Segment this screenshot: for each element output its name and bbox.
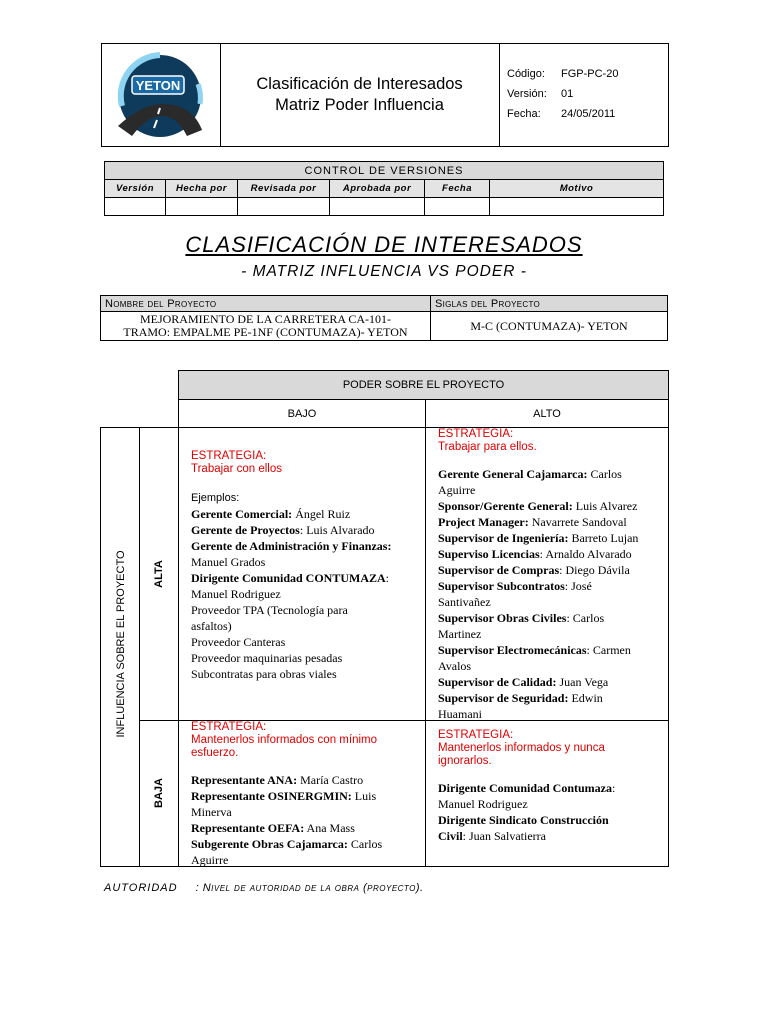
logo-text: YETON — [135, 78, 181, 93]
stakeholder-line — [191, 772, 423, 788]
footer-description: : Nivel de autoridad de la obra (proyecto). — [195, 882, 424, 894]
strategy-label: ESTRATEGIA: — [191, 450, 267, 462]
stakeholder-line — [438, 690, 668, 706]
stakeholder-line — [191, 820, 423, 836]
stakeholder-role: Gerente General Cajamarca: — [438, 467, 588, 481]
stakeholder-line — [191, 570, 423, 586]
footer-note — [104, 882, 424, 894]
stakeholder-name: Aguirre — [191, 853, 229, 867]
stakeholder-line — [191, 602, 423, 618]
header-meta-cell — [499, 44, 669, 146]
stakeholder-role: Supervisor Electromecánicas — [438, 643, 587, 657]
stakeholder-line — [191, 852, 423, 868]
stakeholder-name: : — [612, 781, 616, 795]
stakeholder-name: : José — [564, 579, 592, 593]
stakeholder-list — [191, 772, 423, 868]
stakeholder-line — [191, 586, 423, 602]
stakeholder-role: Supervisor Subcontratos — [438, 579, 565, 593]
stakeholder-list — [191, 506, 423, 682]
stakeholder-name: : Juan Salvatierra — [462, 829, 546, 843]
vc-col-version: Versión — [105, 180, 166, 198]
stakeholder-name: Luis — [351, 789, 377, 803]
stakeholder-name: Santivañez — [438, 595, 491, 609]
stakeholder-line — [438, 812, 668, 828]
stakeholder-line — [438, 706, 668, 722]
stakeholder-line — [438, 546, 668, 562]
project-name-cell — [101, 312, 431, 341]
stakeholder-line — [438, 466, 668, 482]
stakeholder-name: Huamani — [438, 707, 482, 721]
stakeholder-line — [438, 530, 668, 546]
stakeholder-line — [191, 788, 423, 804]
stakeholder-role: Project Manager: — [438, 515, 529, 529]
strategy-line2: ignorarlos. — [438, 755, 492, 767]
document-header — [101, 43, 669, 147]
stakeholder-name: Martinez — [438, 627, 482, 641]
stakeholder-line — [191, 506, 423, 522]
stakeholder-line — [438, 674, 668, 690]
stakeholder-name: Juan Vega — [556, 675, 609, 689]
alta-bajo-content — [191, 450, 423, 682]
vc-cell-empty — [490, 198, 664, 216]
vc-cell-empty — [166, 198, 238, 216]
fecha-row — [507, 108, 615, 120]
alta-row-label-cell — [139, 427, 179, 721]
vc-col-fecha: Fecha — [425, 180, 490, 198]
stakeholder-role: Gerente de Administración y Finanzas: — [191, 539, 392, 553]
baja-label: BAJA — [153, 778, 165, 808]
strategy-label: ESTRATEGIA: — [438, 428, 514, 440]
header-title-cell — [220, 44, 500, 146]
project-name-header: Nombre del Proyecto — [101, 296, 431, 312]
vc-cell-empty — [425, 198, 490, 216]
stakeholder-role: Dirigente Sindicato Construcción — [438, 813, 609, 827]
stakeholder-role: Representante ANA: — [191, 773, 298, 787]
stakeholder-name: : — [385, 571, 390, 585]
stakeholder-line — [438, 796, 668, 812]
baja-bajo-content — [191, 721, 423, 868]
stakeholder-line — [438, 828, 668, 844]
strategy-text: Trabajar para ellos. — [438, 441, 537, 453]
power-header: PODER SOBRE EL PROYECTO — [178, 370, 669, 400]
alta-label: ALTA — [153, 560, 165, 588]
stakeholder-line — [438, 578, 668, 594]
project-name-line1: MEJORAMIENTO DE LA CARRETERA CA-101- — [139, 312, 392, 326]
stakeholder-line — [191, 522, 423, 538]
stakeholder-line — [191, 538, 423, 554]
vc-col-revisada: Revisada por — [238, 180, 330, 198]
stakeholder-name: : Carmen — [586, 643, 631, 657]
stakeholder-line — [191, 804, 423, 820]
strategy-line2: esfuerzo. — [191, 747, 239, 759]
alta-alto-content — [438, 428, 668, 722]
bajo-header: BAJO — [178, 399, 426, 428]
vc-col-aprobada: Aprobada por — [330, 180, 425, 198]
vc-cell-empty — [330, 198, 425, 216]
stakeholder-name: : Luis Alvarado — [299, 523, 375, 537]
stakeholder-list — [438, 466, 668, 722]
stakeholder-name: : Diego Dávila — [559, 563, 630, 577]
stakeholder-name: Carlos — [587, 467, 622, 481]
influence-label: INFLUENCIA SOBRE EL PROYECTO — [115, 550, 127, 738]
stakeholder-name: asfaltos) — [191, 619, 232, 633]
codigo-label: Código: — [507, 68, 545, 80]
stakeholder-role: Supervisor de Seguridad: — [438, 691, 569, 705]
stakeholder-line — [438, 498, 668, 514]
stakeholder-role: Dirigente Comunidad Contumaza — [438, 781, 613, 795]
stakeholder-name: Manuel Rodriguez — [438, 797, 528, 811]
stakeholder-name: Edwin — [568, 691, 603, 705]
stakeholder-role: Supervisor de Ingeniería: — [438, 531, 569, 545]
strategy-label: ESTRATEGIA: — [191, 721, 267, 733]
vc-cell-empty — [105, 198, 166, 216]
stakeholder-name: María Castro — [297, 773, 364, 787]
stakeholder-name: Manuel Grados — [191, 555, 266, 569]
header-title-line2: Matriz Poder Influencia — [275, 96, 444, 114]
strategy-line1: Mantenerlos informados y nunca — [438, 742, 605, 754]
stakeholder-line — [438, 594, 668, 610]
project-name-line2: TRAMO: EMPALME PE-1NF (CONTUMAZA)- YETON — [123, 325, 408, 339]
stakeholder-line — [191, 650, 423, 666]
vc-col-hecha: Hecha por — [166, 180, 238, 198]
vc-col-motivo: Motivo — [490, 180, 664, 198]
baja-row-label-cell — [139, 720, 179, 867]
stakeholder-line — [438, 780, 668, 796]
version-control-table — [104, 161, 664, 216]
project-table — [100, 295, 668, 341]
examples-label: Ejemplos: — [191, 492, 240, 504]
influence-column — [100, 427, 140, 867]
stakeholder-name: Proveedor TPA (Tecnología para — [191, 603, 348, 617]
codigo-row — [507, 68, 618, 80]
version-value: 01 — [561, 88, 574, 100]
stakeholder-role: Civil — [438, 829, 463, 843]
version-label: Versión: — [507, 88, 547, 100]
stakeholder-role: Gerente Comercial: — [191, 507, 293, 521]
stakeholder-line — [191, 618, 423, 634]
strategy-line1: Mantenerlos informados con mínimo — [191, 734, 377, 746]
stakeholder-role: Representante OEFA: — [191, 821, 305, 835]
project-siglas-value: M-C (CONTUMAZA)- YETON — [431, 312, 668, 341]
stakeholder-name: : Carlos — [566, 611, 605, 625]
stakeholder-name: : Arnaldo Alvarado — [539, 547, 632, 561]
stakeholder-name: Aguirre — [438, 483, 476, 497]
version-row — [507, 88, 573, 100]
stakeholder-name: Ana Mass — [304, 821, 355, 835]
stakeholder-line — [191, 554, 423, 570]
stakeholder-name: Subcontratas para obras viales — [191, 667, 337, 681]
stakeholder-list — [438, 780, 668, 844]
fecha-label: Fecha: — [507, 108, 541, 120]
vc-cell-empty — [238, 198, 330, 216]
stakeholder-line — [438, 642, 668, 658]
stakeholder-name: Avalos — [438, 659, 472, 673]
document-title: CLASIFICACIÓN DE INTERESADOS — [185, 232, 583, 257]
codigo-value: FGP-PC-20 — [561, 68, 619, 80]
strategy-text: Trabajar con ellos — [191, 463, 282, 475]
stakeholder-line — [191, 634, 423, 650]
stakeholder-role: Superviso Licencias — [438, 547, 540, 561]
header-title-line1: Clasificación de Interesados — [256, 75, 463, 93]
stakeholder-role: Supervisor de Calidad: — [438, 675, 557, 689]
stakeholder-role: Representante OSINERGMIN: — [191, 789, 352, 803]
stakeholder-role: Sponsor/Gerente General: — [438, 499, 573, 513]
stakeholder-line — [438, 658, 668, 674]
stakeholder-line — [438, 562, 668, 578]
stakeholder-name: Proveedor maquinarias pesadas — [191, 651, 343, 665]
stakeholder-name: Carlos — [347, 837, 383, 851]
logo-cell — [102, 44, 221, 146]
stakeholder-name: Minerva — [191, 805, 232, 819]
stakeholder-name: Barreto Lujan — [568, 531, 639, 545]
yeton-logo — [102, 44, 220, 146]
stakeholder-name: Manuel Rodriguez — [191, 587, 281, 601]
stakeholder-line — [438, 482, 668, 498]
strategy-label: ESTRATEGIA: — [438, 729, 514, 741]
version-control-title: CONTROL DE VERSIONES — [105, 162, 664, 180]
project-siglas-header: Siglas del Proyecto — [431, 296, 668, 312]
footer-label: AUTORIDAD — [104, 882, 178, 894]
stakeholder-line — [438, 610, 668, 626]
stakeholder-name: Navarrete Sandoval — [528, 515, 627, 529]
stakeholder-role: Gerente de Proyectos — [191, 523, 300, 537]
stakeholder-role: Supervisor Obras Civiles — [438, 611, 567, 625]
stakeholder-line — [191, 836, 423, 852]
stakeholder-role: Dirigente Comunidad CONTUMAZA — [191, 571, 386, 585]
document-subtitle: - MATRIZ INFLUENCIA VS PODER - — [241, 263, 527, 280]
stakeholder-role: Supervisor de Compras — [438, 563, 560, 577]
stakeholder-line — [438, 626, 668, 642]
stakeholder-line — [191, 666, 423, 682]
stakeholder-name: Ángel Ruiz — [292, 507, 351, 521]
stakeholder-name: Proveedor Canteras — [191, 635, 286, 649]
fecha-value: 24/05/2011 — [561, 108, 616, 120]
baja-alto-content — [438, 729, 668, 844]
stakeholder-line — [438, 514, 668, 530]
alto-header: ALTO — [425, 399, 669, 428]
stakeholder-role: Subgerente Obras Cajamarca: — [191, 837, 348, 851]
stakeholder-name: Luis Alvarez — [572, 499, 638, 513]
